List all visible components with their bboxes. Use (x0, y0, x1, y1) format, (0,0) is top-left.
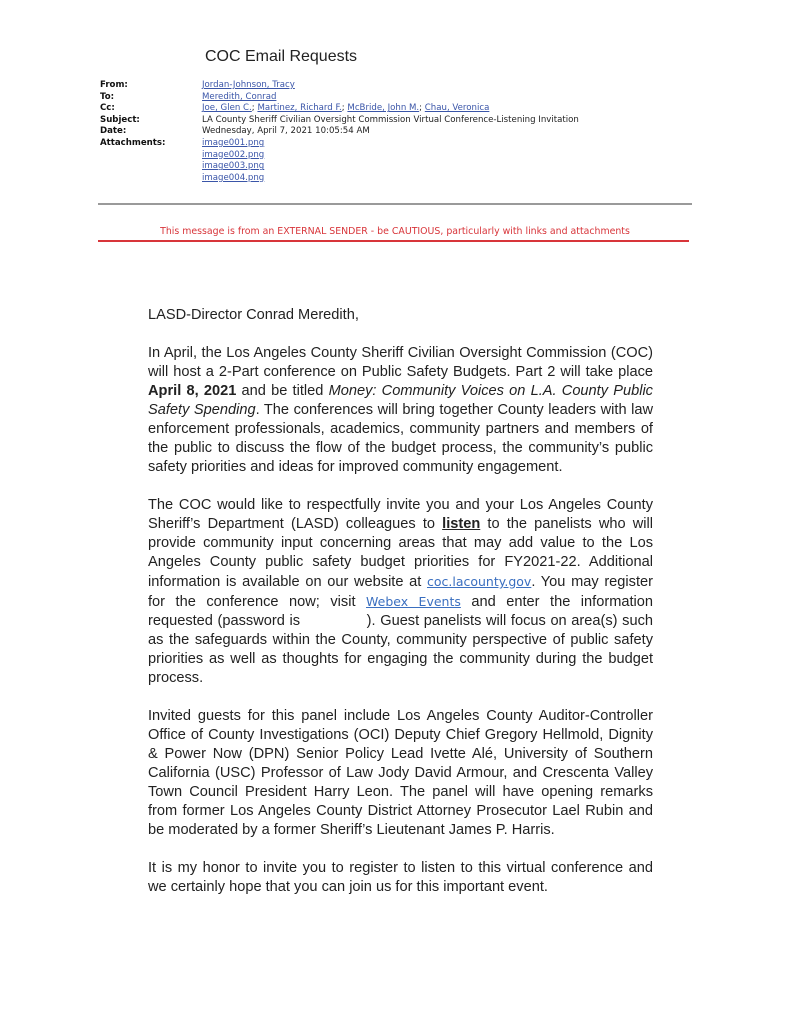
cc-row (100, 103, 579, 115)
paragraph-closing: It is my honor to invite you to register to listen to this virtual conference and we certainly hope that you can join us for this important event. (148, 860, 653, 895)
text: In April, the Los Angeles County Sheriff Civilian Oversight Commission (COC) will host a 2-Part conference on Public Safety Budgets. Part 2 will take place (148, 345, 653, 380)
cc-separator: ; (419, 103, 425, 114)
attachment-link[interactable]: image001.png (202, 137, 265, 148)
subject-row (100, 115, 579, 127)
cc-separator: ; (251, 103, 258, 114)
attachments-list (202, 138, 579, 184)
text: The COC would like to respectfully invite you and your Los Angeles County Sheriff’s Department (LASD) colleagues to (148, 497, 653, 532)
attachments-row (100, 138, 579, 184)
page-title: COC Email Requests (205, 48, 358, 65)
header-divider (98, 203, 692, 205)
date-value: Wednesday, April 7, 2021 10:05:54 AM (202, 126, 370, 137)
cc-separator: ; (341, 103, 348, 114)
date-row (100, 126, 579, 138)
external-sender-warning: This message is from an EXTERNAL SENDER - be CAUTIOUS, particularly with links and attachments (160, 226, 630, 237)
paragraph-guests: Invited guests for this panel include Los Angeles County Auditor-Controller Office of County Investigations (OCI) Deputy Chief Gregory Hellmold, Dignity & Power Now (DPN) Senior Policy Lead Ivette Alé, University of Southern California (USC) Professor of Law Jody David Armour, and Crescenta Valley Town Council President Harry Leon. The panel will have opening remarks from former Los Angeles County District Attorney Prosecutor Lael Rubin and be moderated by a former Sheriff’s Lieutenant James P. Harris. (148, 708, 653, 838)
from-row (100, 80, 579, 92)
attachment-link[interactable]: image002.png (202, 149, 265, 160)
cc-link[interactable]: Joe, Glen C. (202, 103, 252, 114)
from-label: From: (100, 80, 128, 90)
date-label: Date: (100, 126, 127, 137)
email-body (148, 306, 653, 897)
greeting: LASD-Director Conrad Meredith, (148, 307, 359, 323)
to-label: To: (100, 91, 115, 102)
email-header (100, 80, 579, 184)
paragraph-invitation (148, 496, 653, 688)
to-row (100, 92, 579, 104)
text: ). Guest panelists will focus on area(s) such as the safeguards within the County, community perspective of public safety priorities as well as thoughts for engaging the community during the budget process. (148, 613, 653, 686)
attachments-label: Attachments: (100, 137, 166, 148)
cc-label: Cc: (100, 103, 115, 114)
warning-divider (98, 240, 689, 242)
cc-list (202, 103, 579, 115)
cc-link[interactable]: Martinez, Richard F. (257, 103, 342, 114)
webex-events-link[interactable]: Webex Events (366, 594, 461, 609)
event-title: Money: Community Voices on L.A. County Public Safety Spending (148, 383, 653, 418)
subject-value: LA County Sheriff Civilian Oversight Commission Virtual Conference-Listening Invitation (202, 114, 579, 125)
from-link[interactable]: Jordan-Johnson, Tracy (202, 80, 295, 90)
text: to the panelists who will provide community input concerning areas that may add value to the Los Angeles County public safety budget priorities for FY2021-22. Additional information is available on our website at (148, 516, 654, 590)
text: . The conferences will bring together County leaders with law enforcement professionals, academics, community partners and members of the public to discuss the flow of the budget process, the community’s public safety priorities and ideas for improved community engagement. (148, 402, 653, 475)
text: and be titled (236, 383, 329, 399)
listen-emphasis: listen (442, 516, 481, 532)
subject-label: Subject: (100, 114, 140, 125)
website-link[interactable]: coc.lacounty.gov (426, 574, 532, 589)
paragraph-intro (148, 344, 653, 477)
cc-link[interactable]: McBride, John M. (347, 103, 420, 114)
cc-link[interactable]: Chau, Veronica (424, 103, 490, 114)
attachment-link[interactable]: image004.png (202, 172, 265, 183)
text: and enter the information requested (password is (148, 594, 654, 629)
text: . You may register for the conference now; visit (148, 574, 653, 610)
event-date: April 8, 2021 (148, 383, 237, 399)
to-link[interactable]: Meredith, Conrad (202, 91, 277, 102)
attachment-link[interactable]: image003.png (202, 161, 265, 172)
